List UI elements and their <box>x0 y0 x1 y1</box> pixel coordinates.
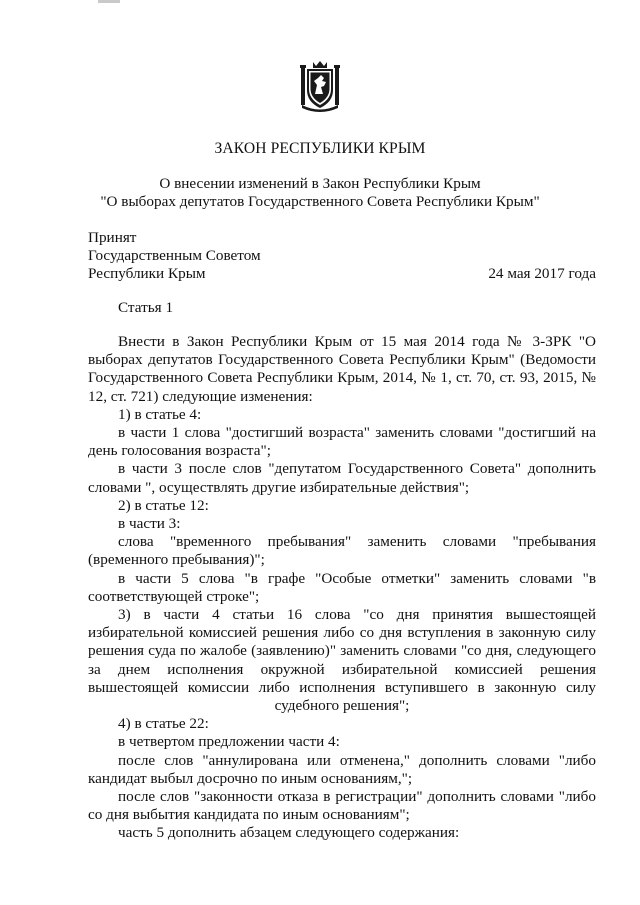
subtitle-line: О внесении изменений в Закон Республики Крым <box>159 175 481 192</box>
adoption-line: Республики Крым <box>88 265 206 282</box>
law-title: ЗАКОН РЕСПУБЛИКИ КРЫМ <box>214 140 426 157</box>
adoption-row <box>88 265 596 283</box>
paragraph: после слов "аннулирована или отменена," дополнить словами "либо кандидат выбыл досрочно по иным основаниям,"; <box>88 751 596 787</box>
paragraph: в части 3: <box>118 515 181 533</box>
paragraph: в части 1 слова "достигший возраста" заменить словами "достигший на день голосования возраста"; <box>88 424 596 460</box>
paragraph: Внести в Закон Республики Крым от 15 мая 2014 года № 3-ЗРК "О выборах депутатов Государственного Совета Республики Крым" (Ведомости Государственного Совета Республики Крым, 2014, № 1, ст. 70, ст. 93, 2015, № 12, ст. 721) следующие изменения: <box>88 333 596 405</box>
paragraph: 1) в статье 4: <box>118 405 202 423</box>
article-body <box>88 333 596 843</box>
paragraph: 4) в статье 22: <box>118 715 209 733</box>
scan-mark <box>98 0 120 3</box>
paragraph: 3) в части 4 статьи 16 слова "со дня принятия вышестоящей избирательной комиссией решения либо со дня вступления в законную силу решения суда по жалобе (заявлению)" заменить словами "со дня, следующего за днем исполнения окружной избирательной комиссией решения вышестоящей комиссии либо исполнения вступившего в законную силу судебного решения"; <box>88 606 596 715</box>
paragraph: в части 5 слова "в графе "Особые отметки" заменить словами "в соответствующей строке"; <box>88 569 596 605</box>
paragraph: 2) в статье 12: <box>118 496 209 514</box>
adoption-block <box>88 229 596 283</box>
law-subtitle <box>60 175 580 211</box>
paragraph: часть 5 дополнить абзацем следующего содержания: <box>118 824 460 842</box>
paragraph: после слов "законности отказа в регистрации" дополнить словами "либо со дня выбытия кандидата по иным основаниям"; <box>88 788 596 824</box>
adoption-date: 24 мая 2017 года <box>488 265 596 282</box>
article-heading: Статья 1 <box>118 299 174 316</box>
adoption-line: Государственным Советом <box>88 247 261 264</box>
paragraph: в части 3 после слов "депутатом Государственного Совета" дополнить словами ", осуществлять другие избирательные действия"; <box>88 460 596 496</box>
subtitle-line: "О выборах депутатов Государственного Совета Республики Крым" <box>100 193 540 210</box>
paragraph: в четвертом предложении части 4: <box>118 733 340 751</box>
paragraph: слова "временного пребывания" заменить словами "пребывания (временного пребывания)"; <box>88 533 596 569</box>
adoption-line: Принят <box>88 229 137 246</box>
crimea-coat-of-arms-icon <box>298 58 342 112</box>
